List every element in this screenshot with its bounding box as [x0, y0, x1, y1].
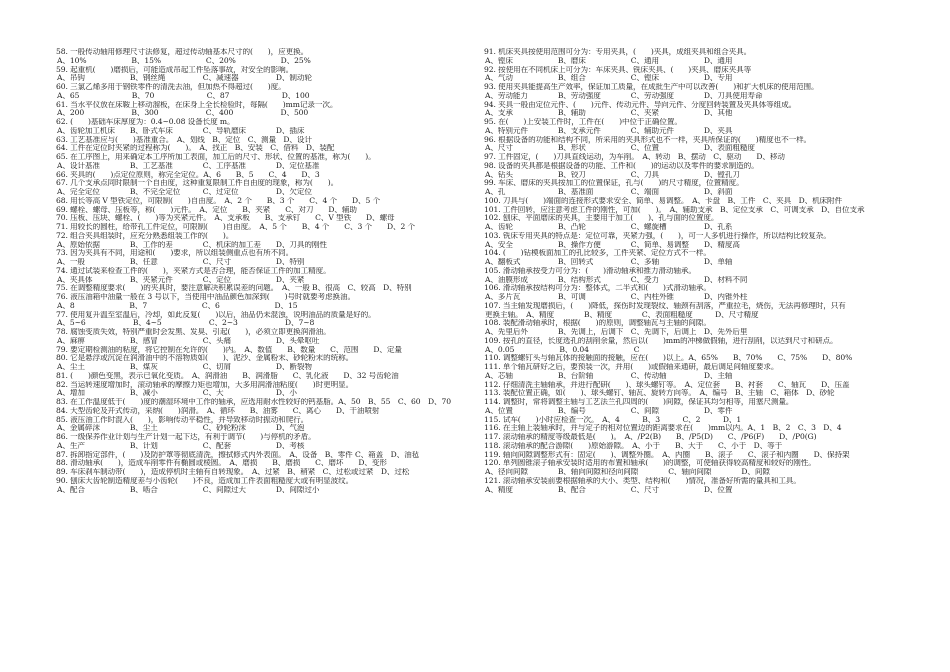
right-question-line: 97. 工件固定，( )刀具直线运动，为车削。 A、转动 B、摆动 C、驱动 D、移动: [484, 153, 785, 161]
right-question-line: 116. 在主轴上装轴承时，并与定子的相对位置边的距离要求在( )mm以内。A、1 B、2 C、3 D、4: [484, 424, 842, 433]
right-question-line: 109. 按孔的直径，长度选孔的刮削余量，然后以( )mm的冲梯做假轴，进行刮削，以达到尺寸和研点。: [484, 336, 838, 345]
left-question-line: 63. 工艺基准应与( )基准重合。 A、划线 B、定位 C、测量 D、设计: [56, 135, 312, 144]
right-question-line: 115. 试车( )小时应检查一次。 A、4 B、3 C、2 D、1: [484, 415, 742, 424]
right-question-line: 92. 按使用在不同机床上可分为：车床夹具、铣床夹具、( )夹具、磨床夹具等: [484, 65, 752, 74]
right-question-line: 118. 滚动轴承的配合游隙( )原始游隙。 A、小于 B、大于 C、小于 D、等于: [484, 441, 783, 450]
left-question-line: 67. 几个支承点同时限制一个自由度，这种重复限制工件自由度的现象，称为( )。: [56, 179, 339, 188]
left-question-line: 86. 一级保养作业计划与生产计划一起下达，有利于调节( )与停机的矛盾。: [56, 433, 316, 441]
left-question-line: A、一般 B、任意 C、尺寸 D、特别: [57, 258, 305, 266]
left-question-line: A、完全定位 B、不完全定位 C、过定位 D、欠定位: [57, 188, 312, 196]
left-question-line: A、200 B、300 C、400 D、500: [57, 109, 309, 118]
left-question-line: 73. 因为夹具有不同，用途和( )要求，所以组装侧重点也有所不同。: [56, 249, 294, 258]
left-question-line: A、5~6 B、4~5 C、2~3 D、7~8: [57, 319, 315, 328]
right-question-line: 93. 使用夹具能提高生产效率，保证加工质量，在成批生产中可以改善( )和扩大机床的使用范围。: [484, 83, 819, 91]
right-question-line: 113. 装配位置正确，如( )、球头螺钉、轴瓦、旋转方向等。 A、编号 B、主轴 C、箱体 D、砂轮: [484, 389, 835, 398]
left-question-line: A、夹具体 B、夹紧元件 C、定位 D、夹紧: [57, 275, 305, 284]
right-question-line: A、尺寸 B、形状 C、位置 D、表面粗糙度: [485, 144, 755, 153]
left-question-line: 79. 要定期检测油的粘度，将它控制在允许的( )内。 A、数值 B、数量 C、范围 D、定量: [56, 345, 402, 354]
right-question-line: 104. ( )钻模板面加工的孔比较多，工件夹紧、定位方式不一样。: [484, 249, 711, 258]
right-question-line: A、齿轮 B、凸轮 C、螺旋槽 D、孔系: [485, 223, 733, 231]
left-question-line: 89. 车床刹车制动带( )，造成停机时主轴有自转现象。 A、过紧 B、稍紧 C、过松或过紧 D、过松: [56, 468, 410, 476]
right-question-line: 120. 单列圆锥滚子轴承安装时适用的布置和轴承( )的调整，可使轴获得较高精度和较好的刚性。: [484, 459, 816, 468]
left-question-line: 87. 拆卸指定部件，( )及防护罩等彻底清洗，擦拭修式内外表面。 A、设备 B、零件 C、箱盖 D、油毡: [56, 450, 420, 459]
left-question-line: A、吊钩 B、钢丝绳 C、减速器 D、制动轮: [57, 74, 312, 83]
left-question-line: A、配合 B、啮合 C、间隙过大 D、间隙过小: [57, 485, 320, 494]
right-question-line: A、特别元件 B、支承元件 C、辅助元件 D、夹具: [485, 126, 733, 135]
right-question-line: 119. 轴向间隙调整形式有：固定( )、调整外圈。 A、内圈 B、滚子 C、滚子和内圈 D、保持架: [484, 450, 850, 459]
left-question-line: 80. 它是悬浮或沉淀在润滑油中的不溶物质如( )、泥沙、金属粉末、砂轮粉末的统称。: [56, 354, 354, 363]
right-question-line: A、先里后外 B、先调上，后调下 C、先调下，后调上 D、先外后里: [485, 328, 748, 336]
left-question-line: 59. 起重机( )磨损后，可能造成吊起工件坠落事故，对安全的影响。: [56, 65, 294, 74]
left-question-line: A、麻痹 B、感冒 C、头痛 D、头晕呕吐: [57, 336, 320, 345]
right-question-line: 114. 调整时，常将调整主轴与工艺法兰孔四周的( )间隙，保证其均匀相等，用塞尺测量。: [484, 398, 794, 406]
left-question-line: 76. 液压油箱中油量一般在 3 号以下，当使用中油品颜色加深到( )号时就要考虑换油。: [56, 293, 355, 301]
right-question-line: 96. 根据设备的功能和结构不同，所采用的夹具形式也不一样，夹具所保证的( )精度也不一样。: [484, 135, 812, 144]
left-question-line: 88. 滑动轴承( )，造成车削零件有椭圆或棱圆。 A、磨损 B、磨损 C、磨坏 D、变形: [56, 459, 387, 468]
right-question-line: 102. 刨床、平面磨床的夹具，主要用于加工( )、孔与面的位置度。: [484, 214, 719, 223]
left-question-line: 69. 螺栓、螺母、压板等，称( )元件。 A、定位 B、夹紧 C、对刀 D、辅助: [56, 205, 357, 214]
left-question-line: 85. 液压油工作时混入( )，影响传动平稳性，并导致移动时振动和爬行。: [56, 415, 309, 424]
left-question-line: 66. 夹具的( )点定位原则，称完全定位。A、6 B、5 C、4 D、3: [56, 170, 320, 179]
right-question-line: A、0.05 B、0.04 C: [485, 345, 640, 354]
left-question-line: A、尘土 B、煤灰 C、切屑 D、断裂物: [57, 363, 312, 371]
right-question-line: A、安全 B、操作方便 C、简单、易调整 D、精度高: [485, 240, 740, 249]
right-question-line: 110. 调整螺钉头与轴瓦体的接触面的接触，应在( )以上。A、65% B、70% C、75% D、80%: [484, 354, 853, 363]
left-question-line: 64. 工件在定位时夹紧的过程称为( )。 A、找正 B、安装 C、借料 D、装配: [56, 144, 335, 153]
right-question-line: 108. 装配滑动轴承时，根据( )的原则，调整轴瓦与主轴的间隙。: [484, 319, 711, 328]
left-question-line: A、增加 B、减小 C、大 D、小: [57, 389, 297, 398]
left-question-line: 77. 使用复升温至室温后，冷却，如此反复( )以后，油品仍未混浊，说明油品的质量是好的。: [56, 310, 376, 319]
right-question-line: 91. 机床夹具按使用范围可分为：专用夹具，( )夹具，成组夹具和组合夹具。: [484, 48, 752, 56]
left-question-line: 75. 在调整精度要求( )的夹具时，要注意解决积累误差的问题。 A、一般 B、很高 C、较高 D、特别: [56, 284, 412, 293]
right-question-line: 100. 刀具与( )端面的连接形式要求安全、简单、易调整。 A、卡盘 B、工件 C、夹具 D、机床附件: [484, 196, 843, 205]
right-question-line: A、孔 B、基准面 C、端面 D、斜面: [485, 188, 733, 196]
right-question-line: 111. 单个轴瓦研好之后，要预装一次，并用( )或假轴来通研，最后调足间轴度要求。: [484, 363, 779, 371]
right-question-line: 98. 设备的夹具都是根据设备的功能、工件和( )的运动以及零件的要求制造的。: [484, 161, 759, 170]
left-question-line: A、10% B、15% C、20% D、25%: [57, 56, 311, 65]
right-question-line: 101. 工件回转，应注意考虑工件的刚性，可加( )。 A、辅助支承 B、定位支承 C、可调支承 D、自位支承: [484, 205, 865, 214]
left-question-line: 61. 当水平仪放在床鞍上移动溜板，在床身上全长检验时，每隔( )mm记录一次。: [56, 100, 338, 109]
right-question-line: A、精度 B、配合 C、尺寸 D、位置: [485, 485, 733, 494]
right-question-line: A、芯轴 B、台阶轴 C、传动轴 D、主轴: [485, 371, 733, 380]
right-question-line: A、镗床 B、磨床 C、通用 D、通用: [485, 56, 733, 65]
left-question-line: 70. 压板、压块、螺栓、( )等为夹紧元件。 A、支承板 B、支承钉 C、V 型铁 D、螺母: [56, 214, 395, 223]
right-question-line: 112. 仔细清洗主轴轴承，并进行配研( )、球头螺钉等。 A、定位套 B、衬套 C、轴瓦 D、压盖: [484, 380, 850, 389]
left-question-line: 72. 组合夹具组装时，应充分熟悉组装工作的( )。: [56, 231, 234, 240]
left-question-line: 84. 大型齿轮及开式传动，采纳( )润滑。 A、循环 B、油雾 C、离心 D、干油喷射: [56, 406, 380, 415]
right-question-line: 更换主轴。 A、精度 B、精度 C、表面粗糙度 D、尺寸精度: [485, 310, 759, 319]
left-question-line: 68. 用长等高 V 型铁定位，可限制( )自由度。 A、2 个 B、3 个 C、4 个 D、5 个: [56, 196, 381, 205]
left-question-line: 74. 通过试装来检查工件的( )，夹紧方式是否合理，能否保证工件的加工精度。: [56, 266, 331, 275]
right-column: [484, 48, 904, 494]
right-question-line: A、支承 B、辅助 C、夹紧 D、其他: [485, 109, 733, 118]
right-question-line: 106. 滑动轴承按结构可分为：整体式，二半式和( )式滑动轴承。: [484, 284, 711, 293]
right-question-line: A、翻板式 B、回转式 C、多轴 D、单轴: [485, 258, 733, 266]
left-question-line: A、齿轮加工机床 B、卧式车床 C、导轨磨床 D、插床: [57, 126, 305, 135]
left-question-line: A、原始依据 B、工作的差 C、机床的加工差 D、刀具的刚性: [57, 240, 327, 249]
right-question-line: A、多片瓦 B、可调 C、内柱外锥 D、内锥外柱: [485, 293, 748, 301]
right-question-line: A、劳动能力 B、劳动强度 C、劳动强度 D、刀具使用寿命: [485, 91, 763, 100]
right-question-line: 95. 在( )上安装工件时，工件在( )中位于正确位置。: [484, 118, 682, 126]
left-question-line: A、生产 B、计划 C、配套 D、考核: [57, 441, 305, 450]
left-question-line: 62. ( )基础车床厚度为：0.4~0.08 设备长度 m。: [56, 118, 235, 126]
left-question-line: 82. 当运转速度增加时，滚动轴承的摩擦力矩也增加，大多用润滑油粘度( )时更明显。: [56, 380, 354, 389]
left-question-line: 78. 腐蚀变质失效，特别严重时会发黑、发臭、引起( )，必须立即更换润滑油。: [56, 328, 331, 336]
right-question-line: A、径向间隙 B、轴向间隙和径向间隙 C、轴向间隙 D、间隙: [485, 468, 770, 476]
left-column: [56, 48, 468, 494]
right-question-line: 105. 滑动轴承按受力可分为：( )滑动轴承和推力滑动轴承。: [484, 266, 696, 275]
left-question-line: 65. 在工序图上，用来确定本工序所加工表面，加工后的尺寸、形状、位置的基准，称为( )。: [56, 153, 376, 161]
left-question-line: 60. 三氯乙烯多用于钢铁零件的清洗去油，但加热不得超过( )度。: [56, 83, 286, 91]
right-question-line: 94. 夹具一般由定位元件、( )元件、传动元件、导向元件、分度回转装置及夹具体等组成。: [484, 100, 797, 109]
right-question-line: 99. 车床、磨床的夹具按加工的位置保证，孔与( )的尺寸精度，位置精度。: [484, 179, 744, 188]
left-question-line: A、65 B、70 C、87 D、100: [57, 91, 310, 100]
right-question-line: A、气动 B、组合 C、镗床 D、专用: [485, 74, 733, 83]
left-question-line: A、设计基准 B、工艺基准 C、工序基准 D、定位基准: [57, 161, 320, 170]
left-question-line: 81. ( )颜色变黑，表示已氧化变质。 A、润滑油 B、润滑脂 C、乳化液 D、32 号齿轮油: [56, 371, 399, 380]
right-question-line: A、钻头 B、铰刀 C、刀具 D、镗孔刀: [485, 170, 740, 179]
left-question-line: 83. 在工作温度低于( )度的潮湿环境中工作的轴承，应选用耐水性较好的钙基脂。A、50 B、55 C、60 D、70: [56, 398, 451, 406]
right-question-line: 117. 滚动轴承的精度等级最低是( )。 A、/P2(B) B、/P5(D) C、/P6(F) D、/P0(G): [484, 433, 817, 441]
right-question-line: 121. 滚动轴承安装前要根据轴承的大小、类型、结构和( )情况，准备好所需的量具和工具。: [484, 476, 801, 485]
left-question-line: 71. 用较长的圆柱，给带孔工件定位，可限制( )自由度。 A、5 个 B、4 个 C、3 个 D、2 个: [56, 223, 416, 231]
left-question-line: 90. 刨床大齿轮制造精度差与小齿轮( )不良，造成加工件表面粗糙度大或有明显波纹。: [56, 476, 354, 485]
right-question-line: 103. 铣床专用夹具的特点是：定位可靠，夹紧力强，( )，可一人多机进行操作，所以结构比较复杂。: [484, 231, 831, 240]
right-question-line: A、油膜形成 B、结构形式 C、受力 D、材料不同: [485, 275, 748, 284]
left-question-line: A、金属碎沫 B、尘土 C、砂轮粉沫 D、气泡: [57, 424, 305, 433]
left-question-line: 58. 一般传动轴用修理尺寸法修复，超过传动轴基本尺寸的( )，应更换。: [56, 48, 309, 56]
right-question-line: 107. 当主轴发现磨损后，( )降低，探伤时发现裂纹、轴颈有刮落，严重拉毛，烧伤，无法再修理时，只有: [484, 301, 846, 310]
left-question-line: A、8 B、7 C、6 D、15: [57, 301, 298, 310]
right-question-line: A、位置 B、编号 C、间隙 D、零件: [485, 406, 733, 415]
